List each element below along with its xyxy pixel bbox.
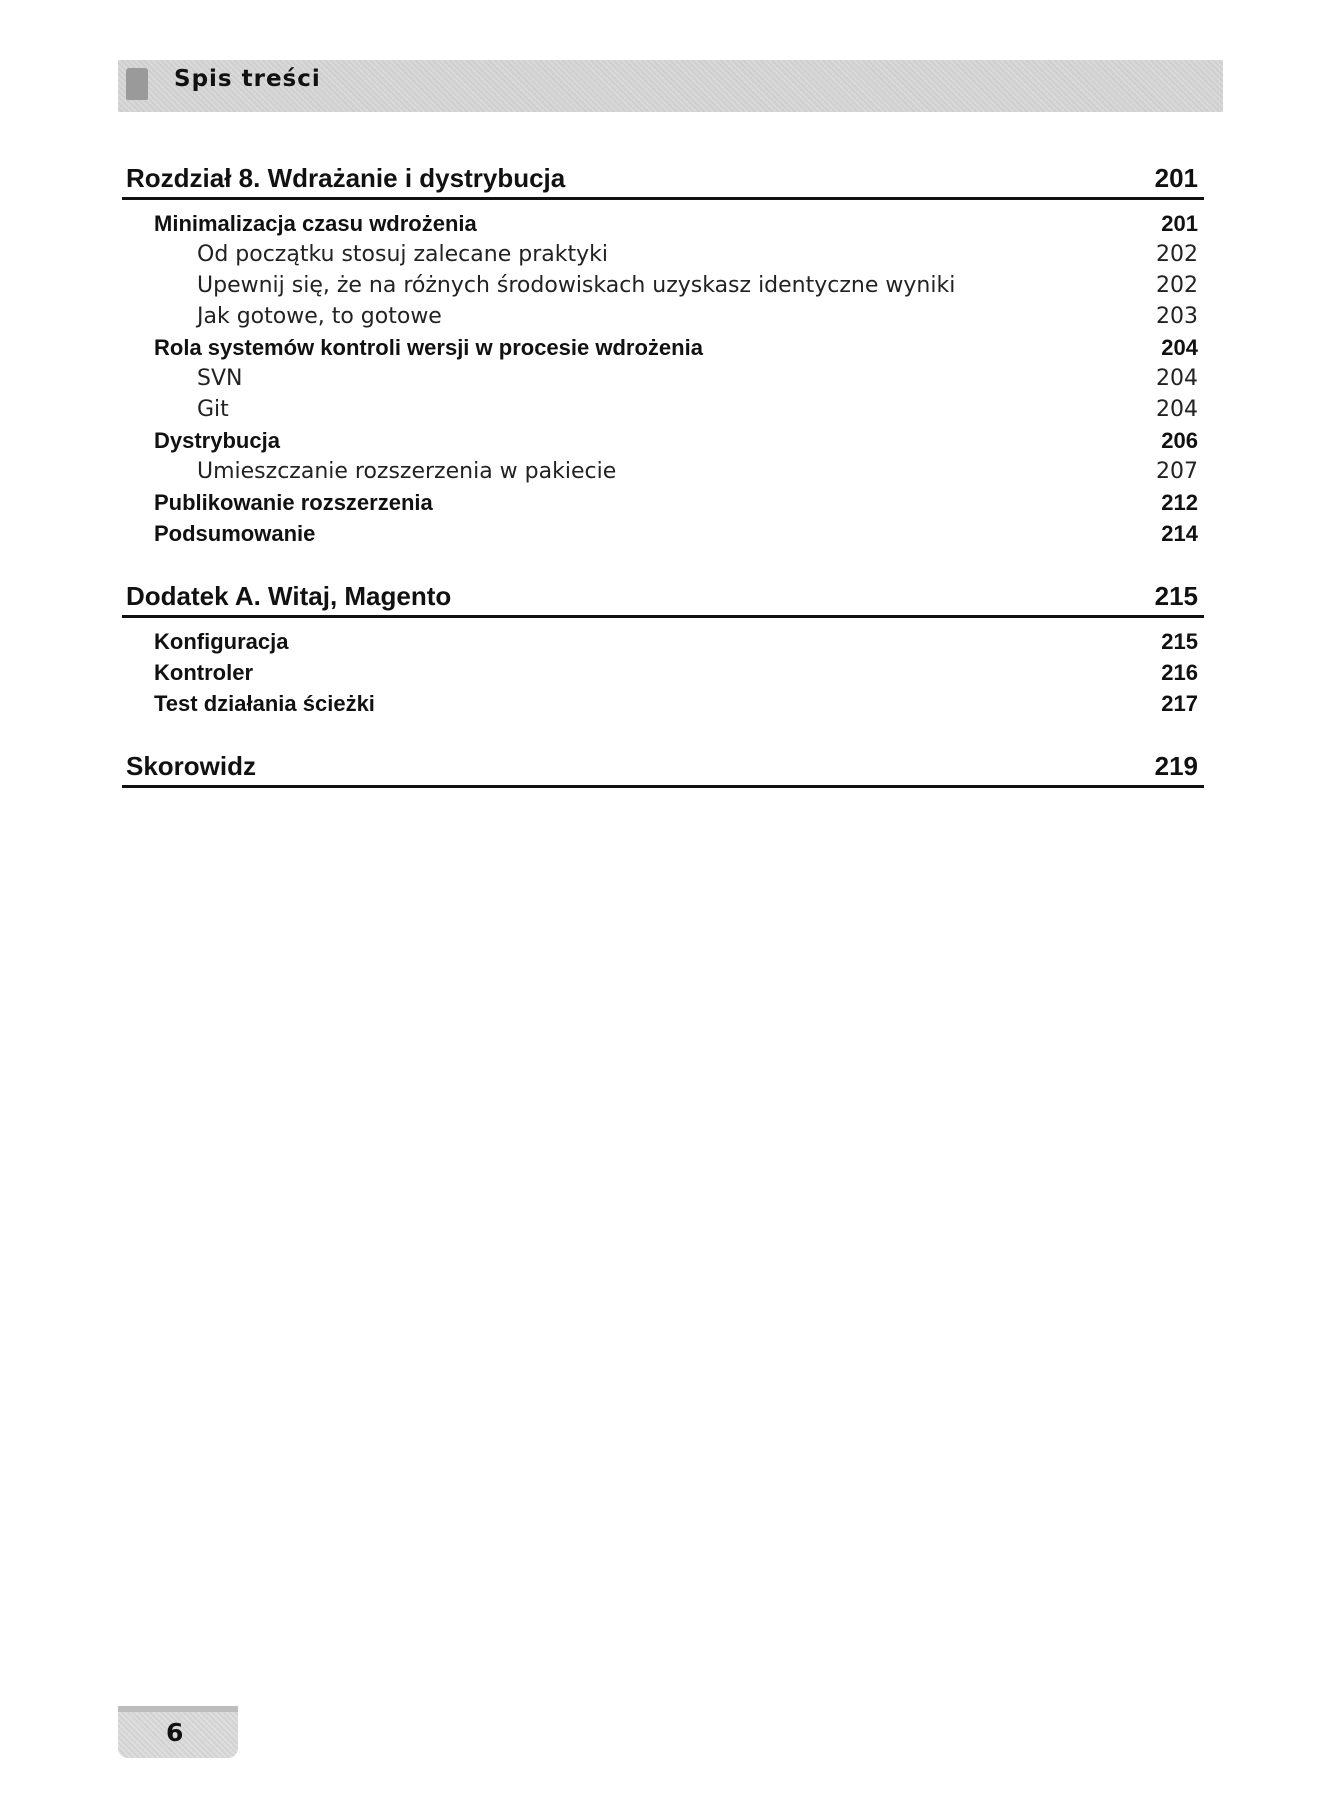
toc-entry [122,518,1204,549]
toc-entry [122,626,1204,657]
entry-title: Dystrybucja [154,427,280,453]
toc-section-heading [122,573,1204,618]
entry-page: 212 [1161,489,1198,515]
entry-page: 207 [1156,459,1198,484]
toc-subentry [122,239,1204,270]
toc-section [122,155,1204,549]
section-title: Rozdział 8. Wdrażanie i dystrybucja [126,163,566,193]
toc-subentry [122,301,1204,332]
toc-section [122,743,1204,788]
section-page: 215 [1154,581,1198,611]
entry-title: Test działania ścieżki [154,690,375,716]
toc-entry-list [122,618,1204,719]
toc-entry-list [122,200,1204,549]
section-title: Dodatek A. Witaj, Magento [126,581,452,611]
toc-entry [122,425,1204,456]
entry-page: 203 [1156,304,1198,329]
toc-entry [122,688,1204,719]
entry-title: Konfiguracja [154,628,289,654]
entry-title: Rola systemów kontroli wersji w procesie wdrożenia [154,334,703,360]
toc-subentry [122,456,1204,487]
entry-page: 214 [1161,520,1198,546]
entry-page: 216 [1161,659,1198,685]
toc-section-heading [122,743,1204,788]
entry-title: Kontroler [154,659,253,685]
entry-page: 201 [1161,210,1198,236]
entry-title: Jak gotowe, to gotowe [197,304,442,329]
entry-page: 202 [1156,242,1198,267]
entry-title: Umieszczanie rozszerzenia w pakiecie [197,459,617,484]
entry-page: 204 [1156,366,1198,391]
toc-subentry [122,363,1204,394]
header-marker [126,68,148,100]
entry-title: Minimalizacja czasu wdrożenia [154,210,477,236]
toc-subentry [122,270,1204,301]
toc-entry [122,208,1204,239]
entry-title: Publikowanie rozszerzenia [154,489,433,515]
section-title: Skorowidz [126,751,257,781]
entry-title: SVN [197,366,243,391]
entry-page: 217 [1161,690,1198,716]
entry-title: Podsumowanie [154,520,316,546]
entry-page: 202 [1156,273,1198,298]
toc-subentry [122,394,1204,425]
toc-section-heading [122,155,1204,200]
entry-title: Git [197,397,229,422]
entry-page: 204 [1156,397,1198,422]
entry-page: 215 [1161,628,1198,654]
toc-section [122,573,1204,719]
section-page: 219 [1154,751,1198,781]
entry-title: Upewnij się, że na różnych środowiskach uzyskasz identyczne wyniki [197,273,956,298]
page-number: 6 [166,1718,184,1747]
toc-entry [122,657,1204,688]
entry-title: Od początku stosuj zalecane praktyki [197,242,608,267]
toc-entry [122,487,1204,518]
toc-entry [122,332,1204,363]
section-page: 201 [1154,163,1198,193]
running-header-title: Spis treści [174,66,321,92]
table-of-contents [122,155,1204,812]
entry-page: 206 [1161,427,1198,453]
entry-page: 204 [1161,334,1198,360]
